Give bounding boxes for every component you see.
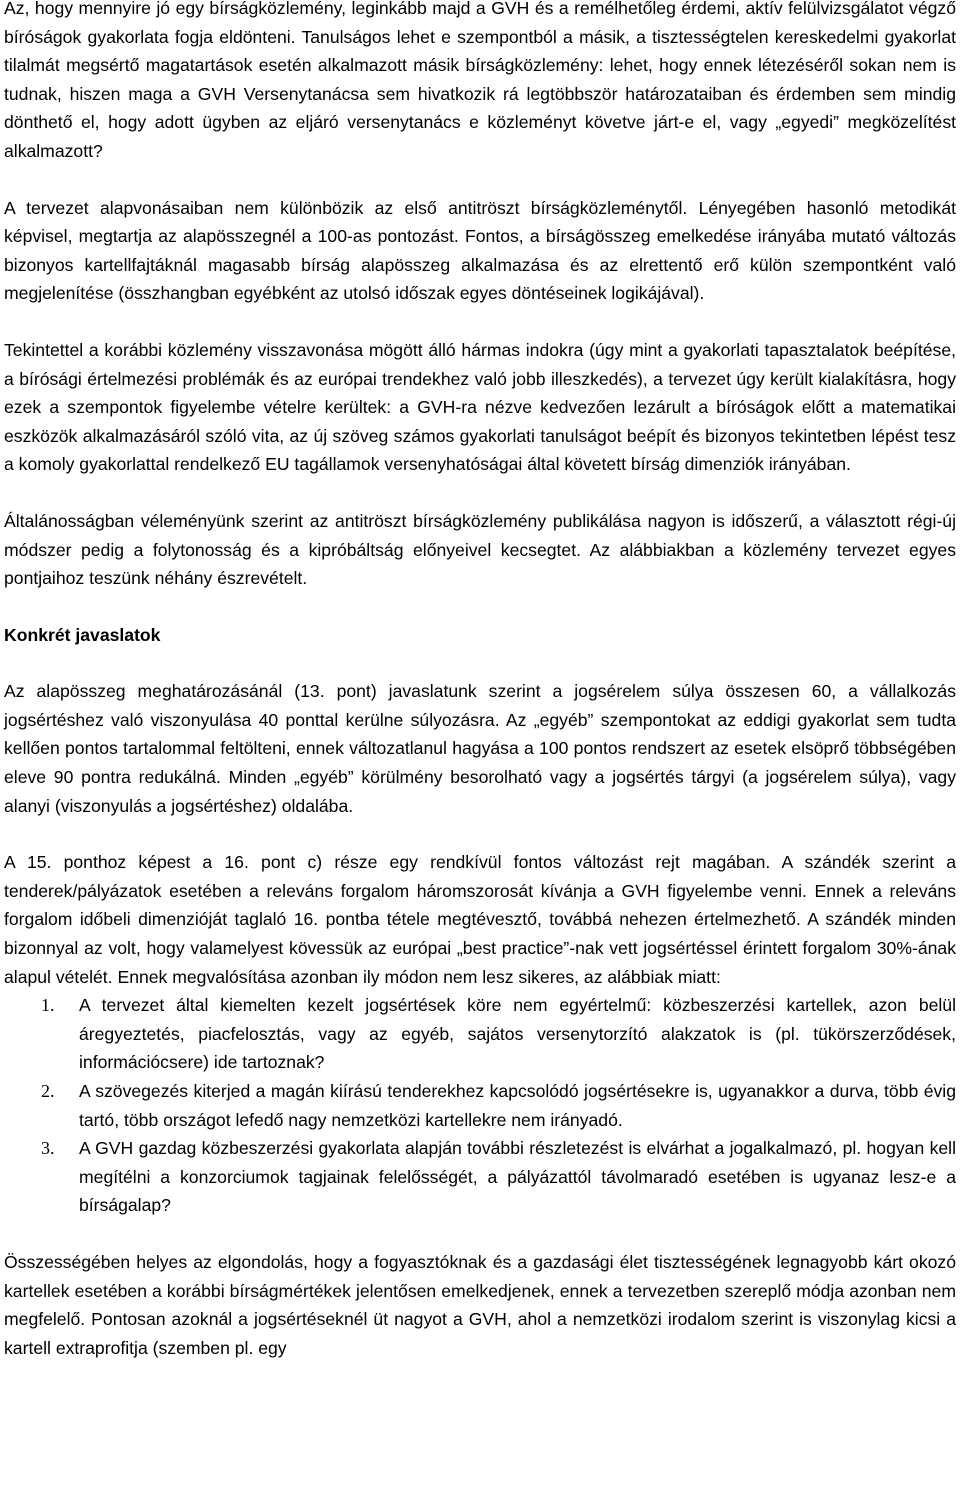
list-item-text: A szövegezés kiterjed a magán kiírású tenderekhez kapcsolódó jogsértésekre is, ugyanakkor a durva, több évig tartó, több országot lefedő nagy nemzetközi kartellekre nem irányadó. <box>79 1081 956 1130</box>
list-item <box>41 1077 956 1134</box>
paragraph-intro: Az, hogy mennyire jó egy bírságközlemény, leginkább majd a GVH és a remélhetőleg érdemi, aktív felülvizsgálatot végző bíróságok gyakorlata fogja eldönteni. Tanulságos lehet e szempontból a másik, a tisztességtelen kereskedelmi gyakorlat tilalmát megsértő magatartások esetén alkalmazott másik bírságközlemény: lehet, hogy ennek létezéséről sokan nem is tudnak, hiszen maga a GVH Versenytanácsa sem hivatkozik rá legtöbbször határozataiban és érdemben sem mindig dönthető el, hogy adott ügyben az eljáró versenytanács e közleményt követve járt-e el, vagy „egyedi” megközelítést alkalmazott? <box>4 0 956 161</box>
list-number: 2. <box>41 1081 55 1101</box>
paragraph-draft-basics: A tervezet alapvonásaiban nem különbözik az első antitröszt bírságközleménytől. Lényegében hasonló metodikát képvisel, megtartja az alapösszegnél a 100-as pontozást. Fontos, a bírságösszeg emelkedése irányába mutató változás bizonyos kartellfajtáknál magasabb bírság alapösszeg alkalmazása és az elrettentő erő külön szempontként való megjelenítése (összhangban egyébként az utolsó időszak egyes döntéseinek logikájával). <box>4 197 956 304</box>
list-item-text: A GVH gazdag közbeszerzési gyakorlata alapján további részletezést is elvárhat a jogalkalmazó, pl. hogyan kell megítélni a konzorciumok tagjainak felelősségét, a pályázattól távolmaradó esetében is ugyanaz lesz-e a bírságalap? <box>79 1138 956 1216</box>
list-item <box>41 991 956 1077</box>
list-item-text: A tervezet által kiemelten kezelt jogsértések köre nem egyértelmű: közbeszerzési kartellek, azon belül áregyeztetés, piacfelosztás, vagy az egyéb, sajátos versenytorzító alakzatok is (pl. tükörszerződések, információcsere) ide tartoznak? <box>79 995 956 1073</box>
section-heading: Konkrét javaslatok <box>4 624 161 645</box>
paragraph-tenders: A 15. ponthoz képest a 16. pont c) része egy rendkívül fontos változást rejt magában. A szándék szerint a tenderek/pályázatok esetében a releváns forgalom háromszorosát kívánja a GVH figyelembe venni. Ennek a releváns forgalom időbeli dimenzióját taglaló 16. pontba tétele megtévesztő, továbbá nehezen értelmezhető. A szándék minden bizonnyal az volt, hogy valamelyest kövessük az európai „best practice”-nak vett jogsértéssel érintett forgalom 30%-ának alapul vételét. Ennek megvalósítása azonban ily módon nem lesz sikeres, az alábbiak miatt: <box>4 852 956 987</box>
paragraph-general-opinion: Általánosságban véleményünk szerint az antitröszt bírságközlemény publikálása nagyon is időszerű, a választott régi-új módszer pedig a folytonosság és a kipróbáltság előnyeivel kecsegtet. Az alábbiakban a közlemény tervezet egyes pontjaihoz teszünk néhány észrevételt. <box>4 510 956 589</box>
list-number: 3. <box>41 1138 55 1159</box>
list-number: 1. <box>41 995 55 1016</box>
list-item <box>41 1134 956 1220</box>
paragraph-summary: Összességében helyes az elgondolás, hogy a fogyasztóknak és a gazdasági élet tisztességének legnagyobb kárt okozó kartellek esetében a korábbi bírságmértékek jelentősen emelkedjenek, ennek a tervezetben szereplő módja azonban nem megfelelő. Pontosan azoknál a jogsértéseknél üt nagyot a GVH, ahol a nemzetközi irodalom szerint is viszonylag kicsi a kartell extraprofitja (szemben pl. egy <box>4 1251 956 1358</box>
paragraph-base-amount: Az alapösszeg meghatározásánál (13. pont) javaslatunk szerint a jogsérelem súlya összesen 60, a vállalkozás jogsértéshez való viszonyulása 40 ponttal kerülne súlyozásra. Az „egyéb” szempontokat az eddigi gyakorlat sem tudta kellően pontos tartalommal feltölteni, ennek változatlanul hagyása a 100 pontos rendszert az esetek elsöprő többségében eleve 90 pontra redukálná. Minden „egyéb” körülmény besorolható vagy a jogsértés tárgyi (a jogsérelem súlya), vagy alanyi (viszonyulás a jogsértéshez) oldalába. <box>4 681 956 816</box>
numbered-list <box>4 991 956 1220</box>
paragraph-withdrawal-reasons: Tekintettel a korábbi közlemény visszavonása mögött álló hármas indokra (úgy mint a gyakorlati tapasztalatok beépítése, a bírósági értelmezési problémák és az európai trendekhez való jobb illeszkedés), a tervezet úgy került kialakításra, hogy ezek a szempontok figyelembe vételre kerültek: a GVH-ra nézve kedvezően lezárult a bíróságok előtt a matematikai eszközök alkalmazásáról szóló vita, az új szöveg számos gyakorlati tanulságot beépít és bizonyos tekintetben lépést tesz a komoly gyakorlattal rendelkező EU tagállamok versenyhatóságai által követett bírság dimenziók irányában. <box>4 339 956 475</box>
